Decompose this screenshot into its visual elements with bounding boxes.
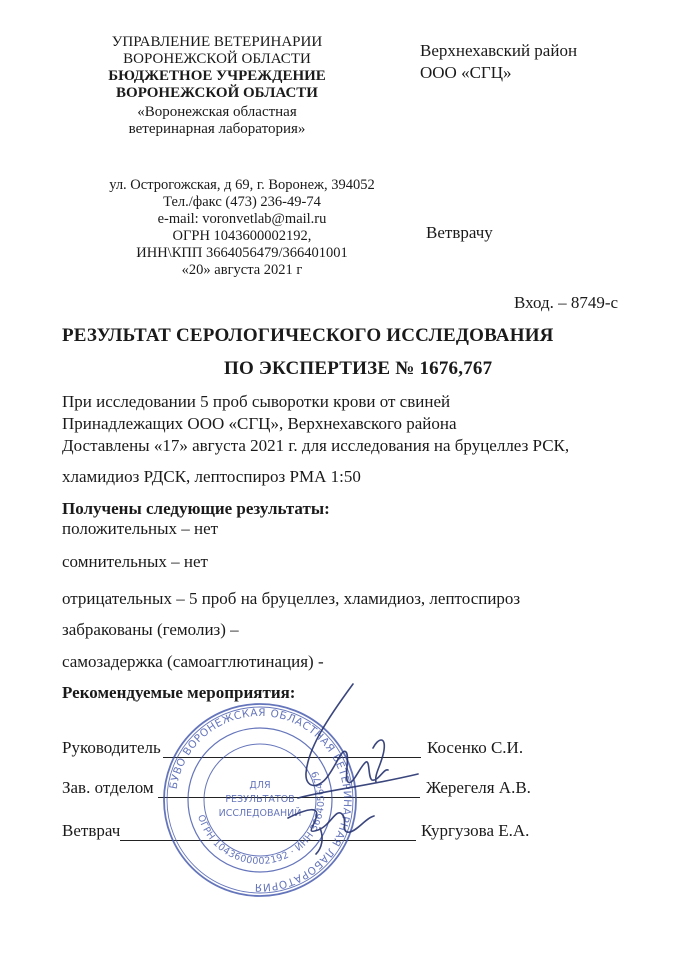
email-line: e-mail: voronvetlab@mail.ru (157, 211, 327, 227)
header-line-5: «Воронежская областная (137, 104, 297, 120)
header-line-6: ветеринарная лаборатория» (128, 121, 306, 137)
body-line-4: хламидиоз РДСК, лептоспироз РМА 1:50 (62, 467, 361, 486)
document-title-line-1: РЕЗУЛЬТАТ СЕРОЛОГИЧЕСКОГО ИССЛЕДОВАНИЯ (62, 325, 554, 346)
stamp-center-1: ДЛЯ (249, 780, 271, 791)
signature-name-head: Косенко С.И. (427, 738, 524, 757)
stamp-inner-ring-text: ОГРН 1043600002192 · ИНН 3664056479 (195, 768, 328, 868)
recommended-heading: Рекомендуемые мероприятия: (62, 683, 296, 702)
phone-line: Тел./факс (473) 236-49-74 (163, 194, 321, 210)
signature-name-department: Жерегеля А.В. (426, 778, 531, 797)
header-line-3: БЮДЖЕТНОЕ УЧРЕЖДЕНИЕ (108, 68, 326, 84)
handwritten-signature (258, 678, 458, 858)
result-rejected: забракованы (гемолиз) – (62, 620, 239, 639)
institution-contacts (72, 177, 412, 279)
date-line: «20» августа 2021 г (181, 262, 303, 278)
recipient-org: ООО «СГЦ» (420, 63, 512, 82)
signature-name-vet: Кургузова Е.А. (421, 821, 530, 840)
result-positive: положительных – нет (62, 519, 219, 538)
results-heading: Получены следующие результаты: (62, 499, 330, 518)
result-negative: отрицательных – 5 проб на бруцеллез, хламидиоз, лептоспироз (62, 589, 521, 608)
recipient-district: Верхнехавский район (420, 41, 578, 60)
body-line-2: Принадлежащих ООО «СГЦ», Верхнехавского района (62, 414, 457, 433)
result-doubtful: сомнительных – нет (62, 552, 208, 571)
stamp-center-3: ИССЛЕДОВАНИЙ (218, 808, 302, 819)
header-line-2: ВОРОНЕЖСКОЙ ОБЛАСТИ (123, 51, 311, 67)
body-line-3: Доставлены «17» августа 2021 г. для исследования на бруцеллез РСК, (62, 436, 570, 455)
result-autoagglutination: самозадержка (самоагглютинация) - (62, 652, 324, 671)
signature-role-head: Руководитель (62, 738, 161, 757)
inn-line: ИНН\КПП 3664056479/366401001 (136, 245, 348, 261)
body-line-1: При исследовании 5 проб сыворотки крови от свиней (62, 392, 451, 411)
incoming-number: Вход. – 8749-с (514, 293, 619, 312)
header-line-4: ВОРОНЕЖСКОЙ ОБЛАСТИ (116, 85, 318, 101)
stamp-ring-text: БУВО ВОРОНЕЖСКАЯ ОБЛАСТНАЯ ВЕТЕРИНАРНАЯ ЛАБОРАТОРИЯ (167, 706, 354, 894)
recipient-to: Ветврачу (426, 223, 493, 242)
institution-header (92, 34, 342, 138)
signature-role-vet: Ветврач (62, 821, 121, 840)
ogrn-line: ОГРН 1043600002192, (172, 228, 312, 244)
address-line: ул. Острогожская, д 69, г. Воронеж, 394052 (109, 177, 375, 193)
signature-role-department: Зав. отделом (62, 778, 154, 797)
document-title-line-2: ПО ЭКСПЕРТИЗЕ № 1676,767 (224, 358, 493, 379)
header-line-1: УПРАВЛЕНИЕ ВЕТЕРИНАРИИ (111, 34, 323, 50)
stamp-center-2: РЕЗУЛЬТАТОВ (225, 794, 295, 805)
